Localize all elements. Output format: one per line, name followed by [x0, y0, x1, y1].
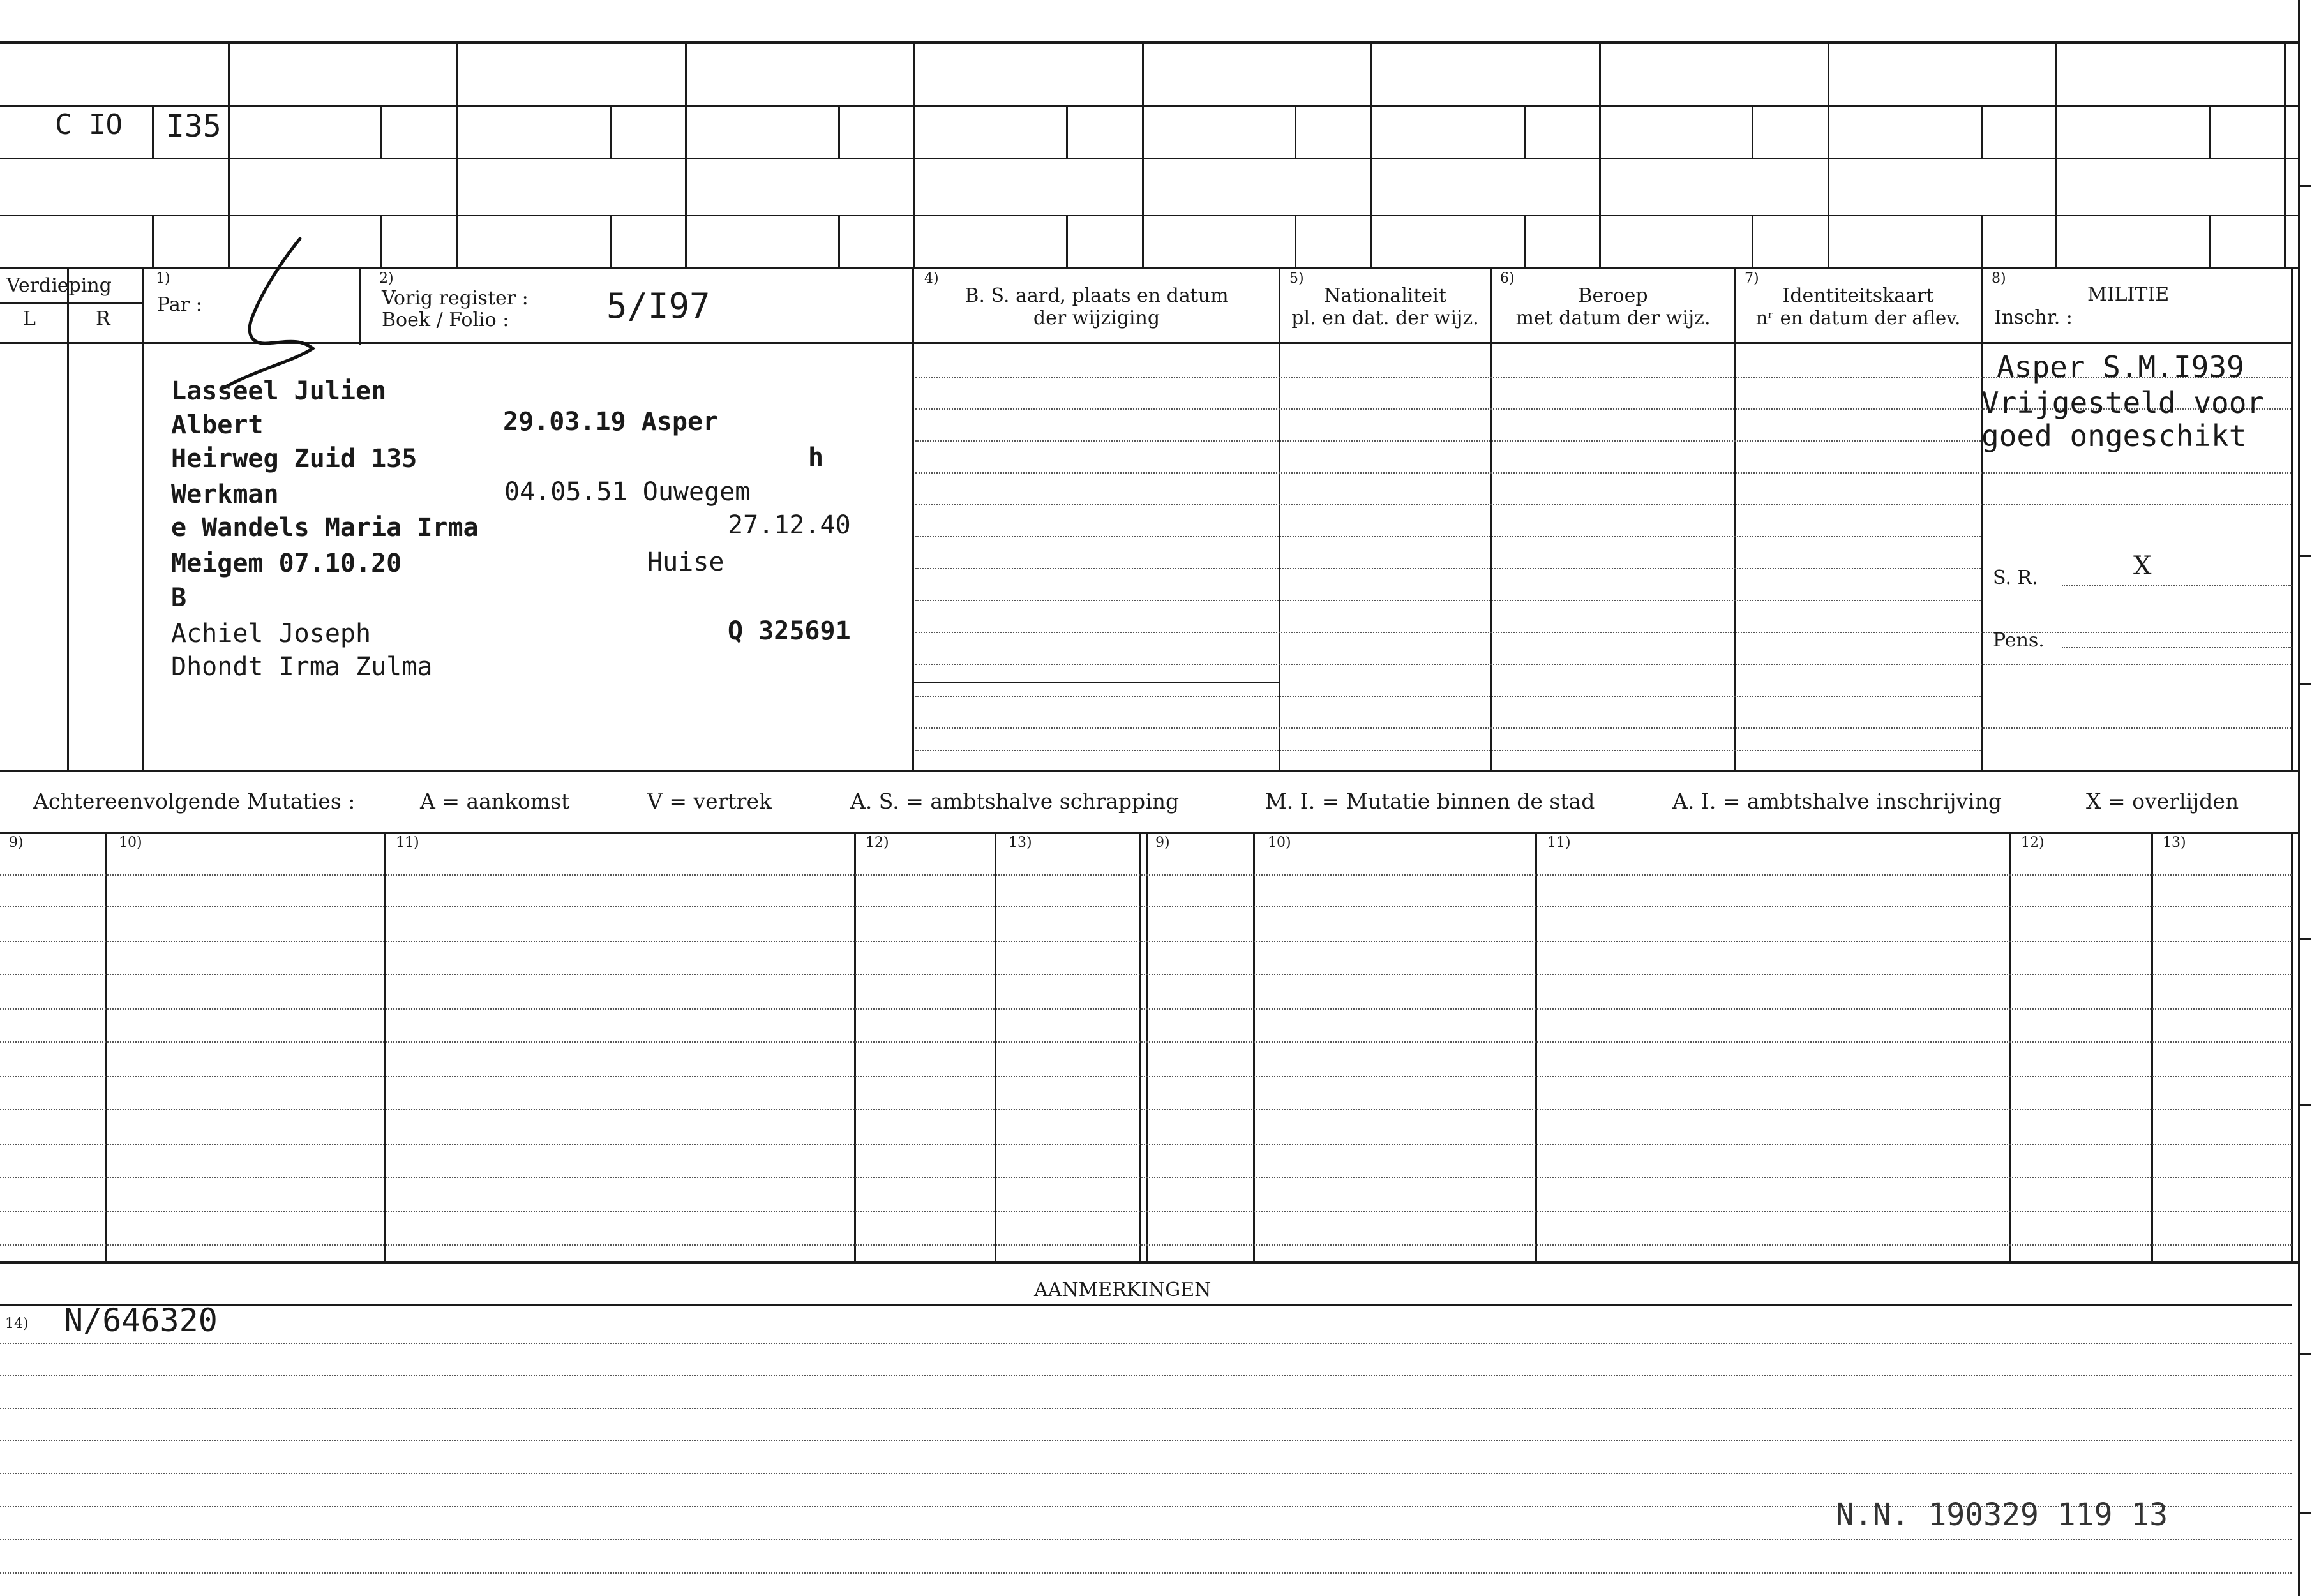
footer-number: N.N. 190329 119 13 — [1836, 1497, 2168, 1533]
militie-label: MILITIE — [2087, 283, 2170, 306]
register-code: C IO — [55, 108, 123, 141]
verdieping-label: Verdieping — [6, 274, 112, 297]
record-name-line: Lasseel Julien — [171, 377, 387, 406]
field-10-number: 10) — [119, 835, 142, 851]
legend-x: X = overlijden — [2086, 789, 2239, 814]
field-14-number: 14) — [5, 1316, 29, 1332]
id-label-2: nʳ en datum der aflev. — [1755, 307, 1961, 329]
record-id-number: Q 325691 — [728, 616, 851, 646]
par-label: Par : — [157, 294, 202, 316]
field-7-number: 7) — [1745, 271, 1759, 287]
sr-label: S. R. — [1993, 567, 2038, 589]
field-13b-number: 13) — [2163, 835, 2186, 851]
vorig-folio-value: 5/I97 — [606, 286, 710, 326]
nat-label-2: pl. en dat. der wijz. — [1291, 307, 1479, 329]
field-6-number: 6) — [1500, 271, 1515, 287]
field-12-number: 12) — [866, 835, 889, 851]
vorig-register-label: Vorig register : — [382, 287, 529, 310]
sr-value: X — [2133, 551, 2152, 581]
record-given-name: Albert — [171, 410, 264, 440]
register-number: I35 — [166, 108, 221, 144]
record-spouse-birth: Meigem 07.10.20 — [171, 549, 402, 578]
record-job-date: 04.05.51 Ouwegem — [504, 477, 751, 507]
field-12b-number: 12) — [2021, 835, 2045, 851]
legend-mi: M. I. = Mutatie binnen de stad — [1265, 789, 1595, 814]
record-job: Werkman — [171, 480, 279, 509]
field-9-number: 9) — [9, 835, 24, 851]
nat-label-1: Nationaliteit — [1324, 285, 1446, 307]
record-spouse: e Wandels Maria Irma — [171, 513, 479, 542]
field-8-number: 8) — [1992, 271, 2006, 287]
beroep-label-2: met datum der wijz. — [1515, 307, 1711, 329]
field-11b-number: 11) — [1547, 835, 1571, 851]
record-parent-name: Dhondt Irma Zulma — [171, 652, 433, 682]
legend-title: Achtereenvolgende Mutaties : — [33, 789, 356, 814]
remarks-entry: N/646320 — [64, 1302, 218, 1339]
inschr-label: Inschr. : — [1994, 306, 2073, 329]
field-4-number: 4) — [924, 271, 939, 287]
boek-folio-label: Boek / Folio : — [382, 309, 509, 331]
legend-a: A = aankomst — [420, 789, 570, 814]
record-address: Heirweg Zuid 135 — [171, 444, 417, 474]
aanmerkingen-title: AANMERKINGEN — [1034, 1279, 1212, 1301]
legend-as: A. S. = ambtshalve schrapping — [850, 789, 1180, 814]
field-1-number: 1) — [156, 271, 170, 287]
id-label-1: Identiteitskaart — [1782, 285, 1934, 307]
pens-label: Pens. — [1993, 629, 2045, 652]
record-town: Huise — [647, 548, 724, 577]
militie-line-3: goed ongeschikt — [1981, 419, 2247, 453]
field-9b-number: 9) — [1155, 835, 1170, 851]
par-signature — [204, 236, 370, 396]
field-13-number: 13) — [1009, 835, 1032, 851]
record-birth: 29.03.19 Asper — [503, 407, 719, 436]
record-child-name: Achiel Joseph — [171, 619, 372, 648]
militie-line-1: Asper S.M.I939 — [1997, 350, 2244, 384]
field-2-number: 2) — [379, 271, 394, 287]
bs-label-1: B. S. aard, plaats en datum — [965, 285, 1229, 307]
floor-l-label: L — [23, 308, 36, 330]
record-address-mark: h — [808, 443, 824, 472]
floor-r-label: R — [96, 308, 110, 330]
record-marriage-date: 27.12.40 — [728, 511, 851, 540]
field-5-number: 5) — [1289, 271, 1304, 287]
legend-v: V = vertrek — [647, 789, 772, 814]
legend-ai: A. I. = ambtshalve inschrijving — [1672, 789, 2002, 814]
field-10b-number: 10) — [1268, 835, 1291, 851]
militie-line-2: Vrijgesteld voor — [1981, 385, 2265, 420]
field-11-number: 11) — [396, 835, 419, 851]
bs-label-2: der wijziging — [1033, 307, 1160, 329]
record-b: B — [171, 583, 187, 613]
beroep-label-1: Beroep — [1578, 285, 1648, 307]
